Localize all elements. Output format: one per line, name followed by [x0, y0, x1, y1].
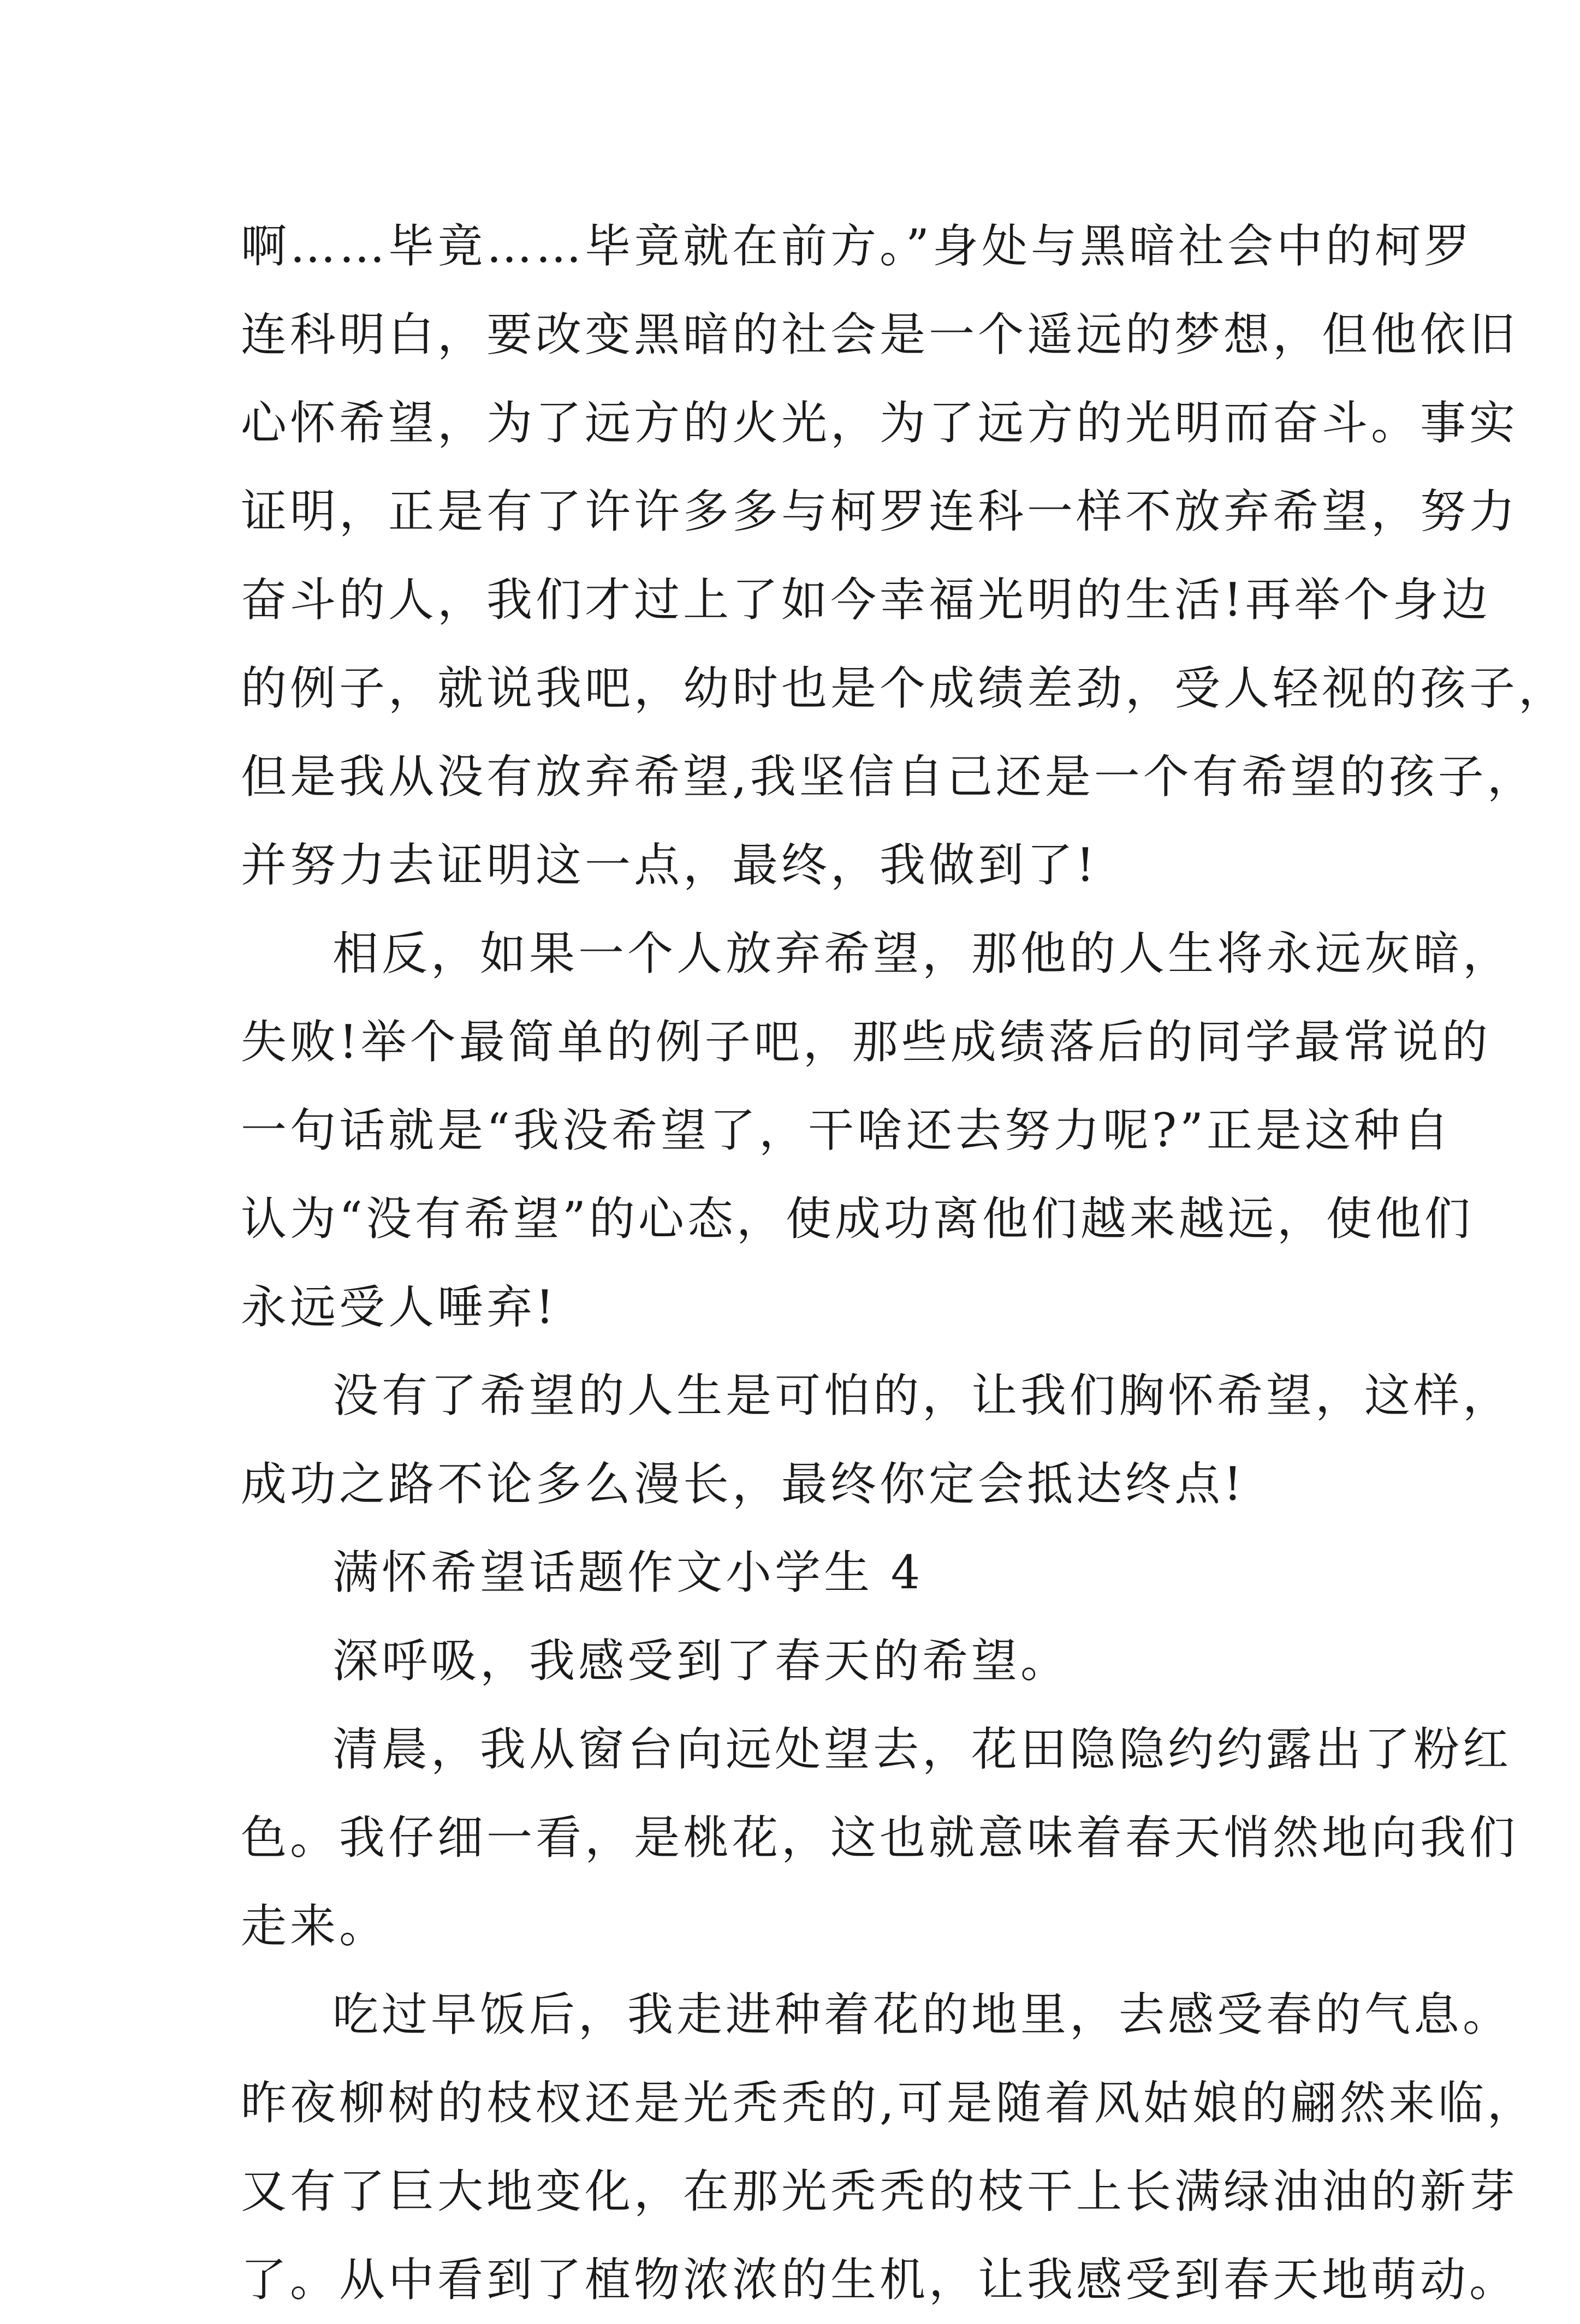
text-line: 昨夜柳树的枝杈还是光秃秃的,可是随着风姑娘的翩然来临， — [241, 2076, 1536, 2130]
text-line: 心怀希望，为了远方的火光，为了远方的光明而奋斗。事实 — [241, 396, 1519, 450]
text-line: 了。从中看到了植物浓浓的生机，让我感受到春天地萌动。 — [241, 2253, 1519, 2307]
text-line: 永远受人唾弃! — [241, 1280, 557, 1334]
text-line: 的例子，就说我吧，幼时也是个成绩差劲，受人轻视的孩子， — [241, 662, 1568, 715]
text-line: 但是我从没有放弃希望,我坚信自己还是一个有希望的孩子， — [241, 750, 1536, 803]
text-line: 失败!举个最简单的例子吧，那些成绩落后的同学最常说的 — [241, 1015, 1491, 1069]
text-line: 证明，正是有了许许多多与柯罗连科一样不放弃希望，努力 — [241, 485, 1519, 538]
text-line: 并努力去证明这一点，最终，我做到了! — [241, 838, 1098, 892]
text-line: 成功之路不论多么漫长，最终你定会抵达终点! — [241, 1457, 1245, 1511]
text-line: 色。我仔细一看，是桃花，这也就意味着春天悄然地向我们 — [241, 1811, 1519, 1864]
text-line: 又有了巨大地变化，在那光秃秃的枝干上长满绿油油的新芽 — [241, 2165, 1519, 2218]
paragraph-start-line: 清晨，我从窗台向远处望去，花田隐隐约约露出了粉红 — [332, 1723, 1512, 1776]
text-line: 认为“没有希望”的心态，使成功离他们越来越远，使他们 — [241, 1192, 1474, 1246]
text-line: 连科明白，要改变黑暗的社会是一个遥远的梦想，但他依旧 — [241, 308, 1519, 361]
section-heading: 满怀希望话题作文小学生 4 — [332, 1546, 924, 1599]
text-line: 啊……毕竟……毕竟就在前方。”身处与黑暗社会中的柯罗 — [241, 219, 1473, 273]
text-line: 一句话就是“我没希望了，干啥还去努力呢?”正是这种自 — [241, 1104, 1452, 1157]
document-body — [241, 202, 1568, 2324]
paragraph-start-line: 深呼吸，我感受到了春天的希望。 — [332, 1634, 1070, 1688]
text-line: 奋斗的人，我们才过上了如今幸福光明的生活!再举个身边 — [241, 573, 1491, 627]
paragraph-start-line: 没有了希望的人生是可怕的，让我们胸怀希望，这样， — [332, 1369, 1512, 1422]
paragraph-start-line: 相反，如果一个人放弃希望，那他的人生将永远灰暗， — [332, 927, 1512, 980]
paragraph-start-line: 吃过早饭后，我走进种着花的地里，去感受春的气息。 — [332, 1988, 1512, 2041]
text-line: 走来。 — [241, 1899, 389, 1953]
